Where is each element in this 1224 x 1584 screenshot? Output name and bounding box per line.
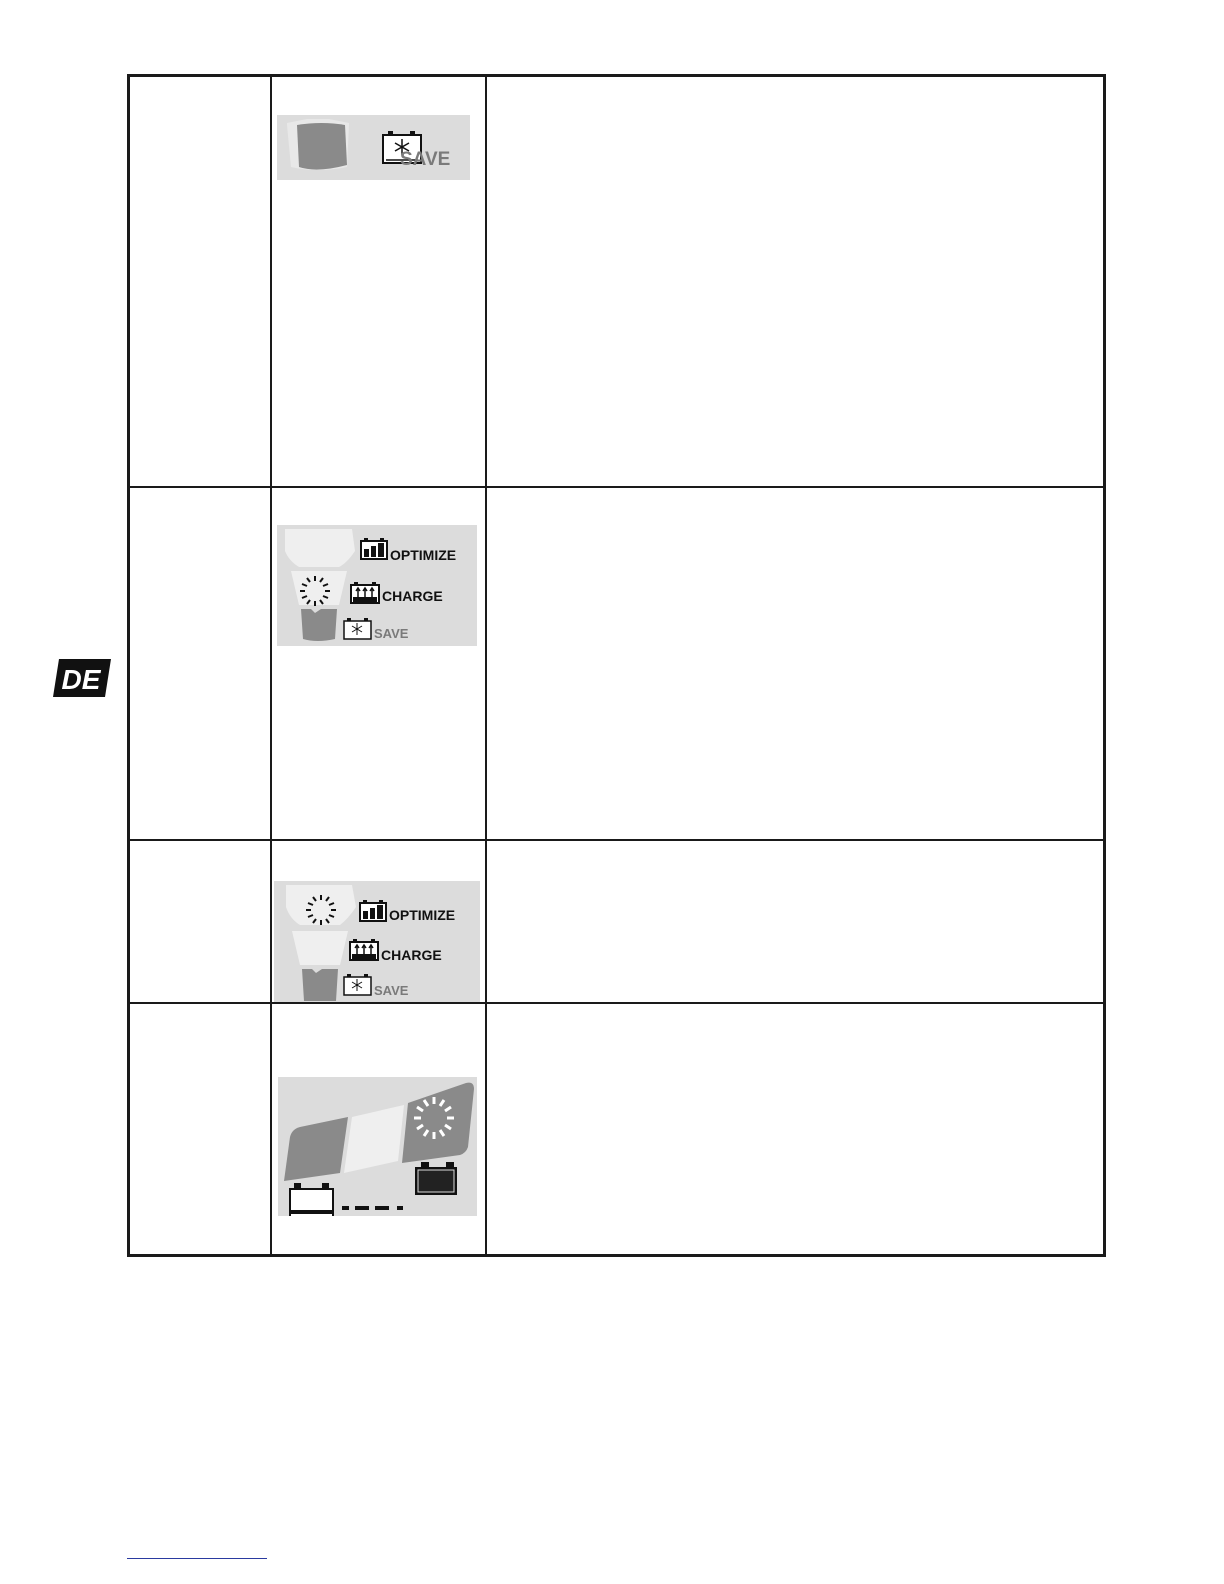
level-segment-inactive [344,1105,404,1173]
optimize-segment [286,885,356,925]
charge-segment [291,571,347,605]
save-segment-active [297,123,347,170]
save-label: SAVE [374,983,409,998]
row-divider [130,839,1103,841]
column-divider [485,77,487,1254]
battery-arrows-icon [351,582,379,603]
dashed-level-indicator [342,1206,403,1210]
charge-label: CHARGE [381,947,442,963]
battery-arrows-icon [350,939,378,960]
mode-table [127,74,1106,1257]
optimize-label: OPTIMIZE [390,547,457,563]
save-label: SAVE [374,626,409,641]
battery-empty-icon [290,1183,333,1216]
charge-segment-inactive [292,931,348,965]
lcd-display-charge [277,525,477,646]
charge-label: CHARGE [382,588,443,604]
row-divider [130,486,1103,488]
row-divider [130,1002,1103,1004]
language-badge-label: DE [61,664,101,695]
optimize-label: OPTIMIZE [389,907,456,923]
battery-bars-icon [360,900,386,921]
column-divider [270,77,272,1254]
lcd-display-battery-level [278,1077,477,1216]
battery-snowflake-icon [344,618,371,639]
lcd-graphic [278,1077,477,1216]
lcd-graphic [277,525,477,646]
battery-bars-icon [361,538,387,559]
level-segment-active [284,1117,348,1181]
footer-rule [127,1558,267,1559]
lcd-display-save [277,115,470,180]
save-segment-active [302,969,338,1001]
optimize-segment-inactive [285,529,355,567]
lcd-graphic [277,115,470,180]
save-segment-active [301,609,337,641]
save-label: SAVE [400,149,451,170]
lcd-graphic [274,881,480,1002]
language-badge [53,659,111,697]
battery-full-icon [415,1162,457,1195]
level-segment-active [402,1083,474,1163]
battery-snowflake-icon [344,974,371,995]
lcd-display-optimize [274,881,480,1002]
